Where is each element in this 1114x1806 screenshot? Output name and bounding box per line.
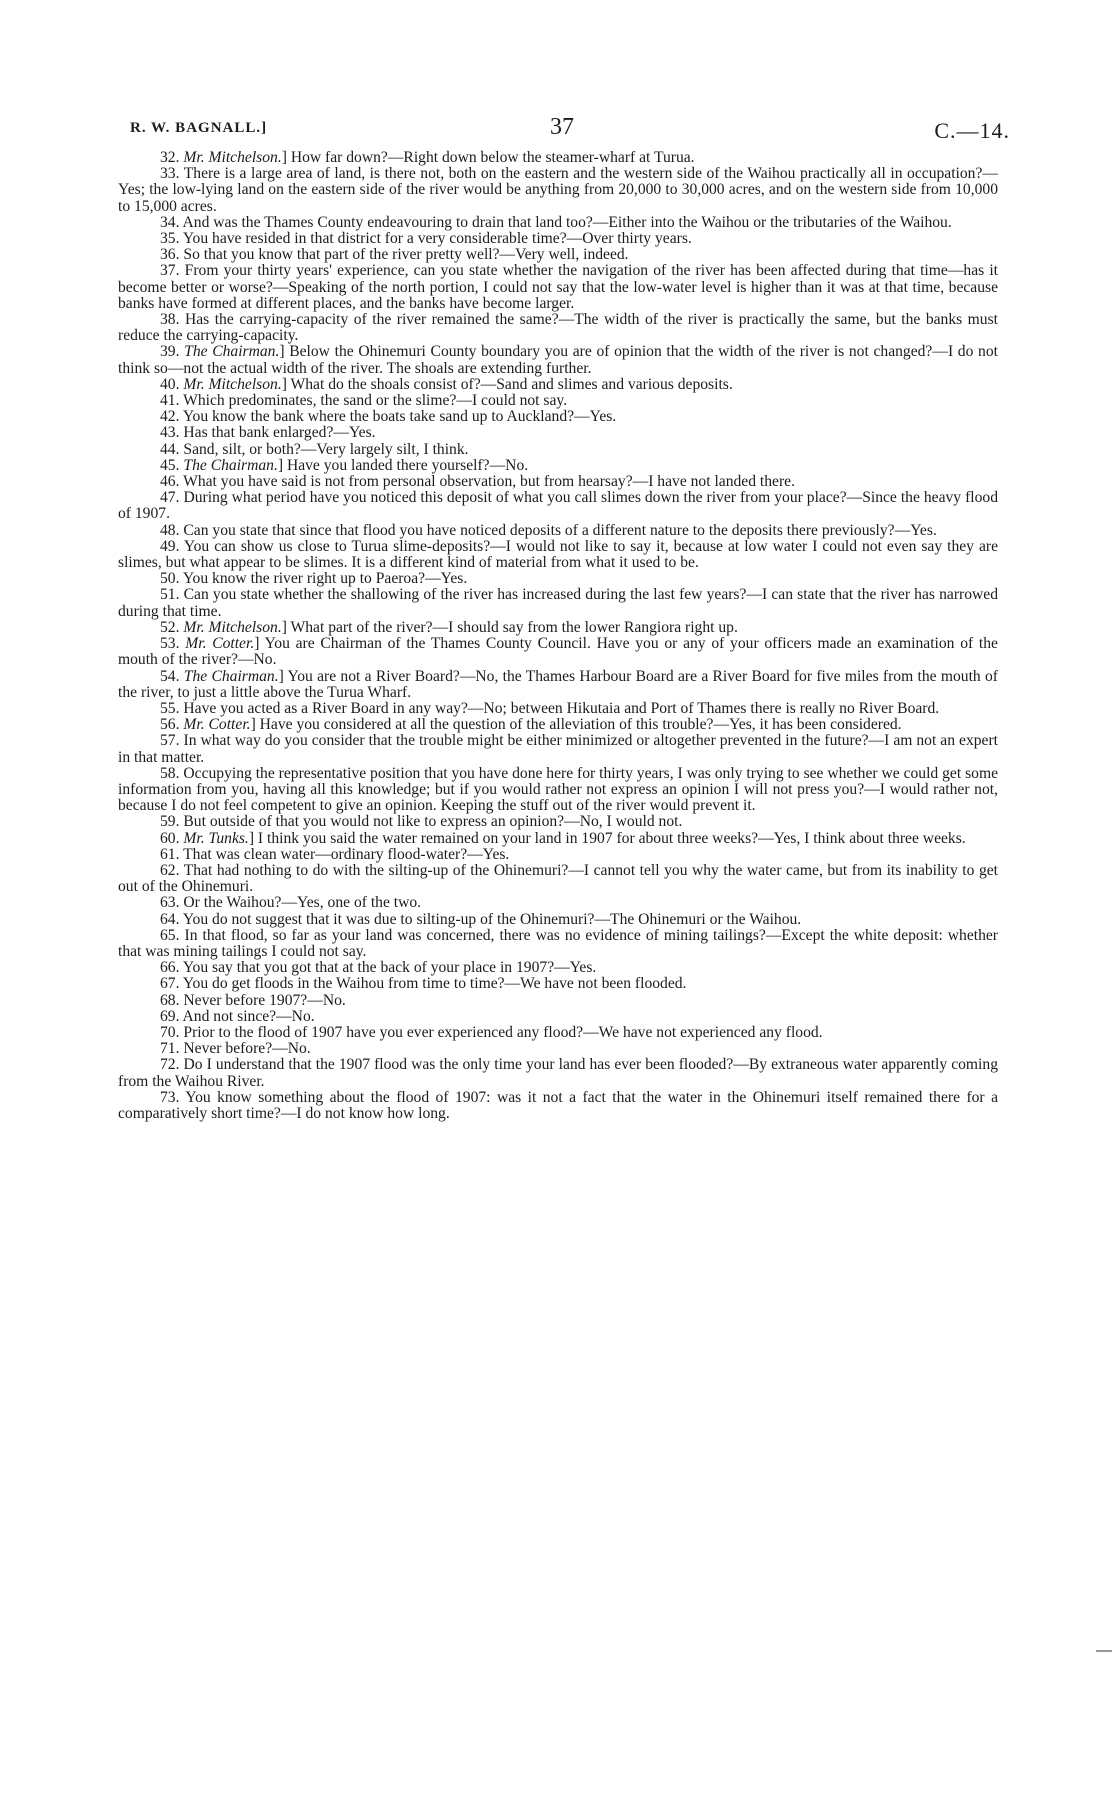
question-answer-text: Do I understand that the 1907 flood was the only time your land has ever been flooded?—By extraneous water apparently coming from the Waihou River. (118, 1056, 998, 1090)
speaker-name: Mr. Tunks. (183, 829, 249, 847)
question-number: 49. (160, 537, 180, 555)
testimony-paragraph (118, 814, 998, 830)
document-reference: C.—14. (934, 118, 1010, 143)
question-number: 45. (160, 456, 180, 474)
question-number: 58. (160, 764, 180, 782)
testimony-paragraph (118, 474, 998, 490)
testimony-paragraph (118, 539, 998, 571)
testimony-paragraph (118, 1025, 998, 1041)
testimony-paragraph (118, 701, 998, 717)
question-answer-text: Which predominates, the sand or the slime?—I could not say. (183, 392, 568, 410)
testimony-paragraph (118, 976, 998, 992)
question-number: 52. (160, 618, 180, 636)
question-number: 72. (160, 1056, 180, 1074)
testimony-paragraph (118, 409, 998, 425)
question-number: 70. (160, 1023, 180, 1041)
testimony-body (118, 150, 998, 1122)
testimony-paragraph (118, 312, 998, 344)
question-number: 43. (160, 424, 180, 442)
page-header (130, 116, 1010, 146)
question-answer-text: How far down?—Right down below the steamer-wharf at Turua. (290, 149, 695, 166)
testimony-paragraph (118, 863, 998, 895)
testimony-paragraph (118, 393, 998, 409)
question-number: 48. (160, 521, 180, 539)
testimony-paragraph (118, 1057, 998, 1089)
question-answer-text: Have you acted as a River Board in any way?—No; between Hikutaia and Port of Thames there is really no River Board. (183, 699, 940, 717)
question-answer-text: During what period have you noticed this deposit of what you call slimes down the river from your place?—Since the heavy flood of 1907. (118, 489, 998, 523)
question-answer-text: You can show us close to Turua slime-deposits?—I would not like to say it, because at low water I could not even say they are slimes, but what appear to be slimes. It is a different kind of material from what it used to be. (118, 537, 998, 572)
question-answer-text: There is a large area of land, is there not, both on the eastern and the western side of the Waihou practically all in occupation?—Yes; the low-lying land on the eastern side of the river would be anything from 20,000 to 30,000 acres, and on the western side from 10,000 to 15,000 acres. (118, 165, 998, 215)
testimony-paragraph (118, 895, 998, 911)
testimony-paragraph: 56. Mr. Cotter.] Have you considered at all the question of the alleviation of this trouble?—Yes, it has been considered. (160, 716, 902, 734)
question-answer-text: Occupying the representative position that you have done here for thirty years, I was only trying to see whether we could get some information from you, having all this knowledge; but if you would rather not express an opinion I will not press you?—I would rather not, because I do not feel competent to give an opinion. Keeping the stuff out of the river would prevent it. (118, 764, 998, 815)
question-answer-text: You do get floods in the Waihou from time to time?—We have not been flooded. (182, 975, 687, 993)
testimony-paragraph: 32. Mr. Mitchelson.] How far down?—Right down below the steamer-wharf at Turua. (160, 149, 695, 166)
testimony-paragraph (118, 425, 998, 441)
question-number: 63. (160, 894, 180, 912)
speaker-name: Mr. Cotter. (183, 716, 251, 734)
speaker-name: Mr. Mitchelson. (183, 375, 282, 393)
question-answer-text: Can you state whether the shallowing of the river has increased during the last few years?—I can state that the river has narrowed during that time. (118, 586, 998, 620)
question-number: 65. (160, 926, 180, 944)
question-answer-text: Or the Waihou?—Yes, one of the two. (183, 894, 422, 912)
speaker-name: Mr. Cotter. (185, 635, 255, 653)
question-number: 37. (160, 262, 180, 280)
question-number: 44. (160, 440, 180, 458)
question-number: 50. (160, 570, 180, 588)
testimony-paragraph (118, 166, 998, 215)
speaker-name: The Chairman. (183, 456, 278, 474)
testimony-paragraph: 39. The Chairman.] Below the Ohinemuri County boundary you are of opinion that the width of the river is not changed?—I do not think so—not the actual width of the river. The shoals are extending further. (118, 343, 998, 377)
testimony-paragraph (118, 993, 998, 1009)
question-answer-text: Has that bank enlarged?—Yes. (183, 424, 376, 442)
question-number: 66. (160, 959, 180, 977)
testimony-paragraph (118, 231, 998, 247)
question-number: 56. (160, 716, 180, 734)
testimony-paragraph (118, 1090, 998, 1122)
question-answer-text: In what way do you consider that the trouble might be either minimized or altogether prevented in the future?—I am not an expert in that matter. (118, 732, 998, 766)
testimony-paragraph (118, 928, 998, 960)
testimony-paragraph (118, 490, 998, 522)
question-number: 42. (160, 408, 180, 426)
testimony-paragraph (118, 1041, 998, 1057)
witness-name: R. W. BAGNALL.] (130, 120, 268, 136)
testimony-paragraph (118, 766, 998, 815)
testimony-paragraph (118, 847, 998, 863)
question-answer-text: That was clean water—ordinary flood-water?—Yes. (183, 845, 510, 863)
question-answer-text: Have you considered at all the question of the alleviation of this trouble?—Yes, it has been considered. (259, 716, 902, 734)
question-answer-text: In that flood, so far as your land was concerned, there was no evidence of mining tailings?—Except the white deposit: whether that was mining tailings I could not say. (118, 926, 998, 960)
question-answer-text: And was the Thames County endeavouring to drain that land too?—Either into the Waihou or the tributaries of the Waihou. (182, 213, 952, 231)
question-number: 38. (160, 311, 180, 329)
question-answer-text: From your thirty years' experience, can you state whether the navigation of the river has been affected during that time—has it become better or worse?—Speaking of the north portion, I could not say that the low-water level is higher than it was at that time, because banks have formed at different places, and the banks have become larger. (118, 262, 999, 312)
testimony-paragraph: 60. Mr. Tunks.] I think you said the water remained on your land in 1907 for about three weeks?—Yes, I think about three weeks. (160, 829, 966, 847)
question-answer-text: Prior to the flood of 1907 have you ever experienced any flood?—We have not experienced any flood. (183, 1023, 823, 1041)
testimony-paragraph: 52. Mr. Mitchelson.] What part of the river?—I should say from the lower Rangiora right up. (160, 618, 738, 636)
question-answer-text: You know something about the flood of 1907: was it not a fact that the water in the Ohinemuri itself remained there for a comparatively short time?—I do not know how long. (118, 1088, 998, 1122)
testimony-paragraph (118, 247, 998, 263)
question-number: 51. (160, 586, 180, 604)
scan-edge-mark (1096, 1650, 1112, 1652)
question-number: 34. (160, 213, 180, 231)
question-answer-text: I think you said the water remained on your land in 1907 for about three weeks?—Yes, I think about three weeks. (257, 829, 966, 847)
question-number: 60. (160, 829, 180, 847)
question-answer-text: Have you landed there yourself?—No. (286, 456, 529, 474)
question-number: 40. (160, 375, 180, 393)
testimony-paragraph: 40. Mr. Mitchelson.] What do the shoals consist of?—Sand and slimes and various deposits. (160, 375, 733, 393)
question-number: 69. (160, 1007, 180, 1025)
question-answer-text: You know the river right up to Paeroa?—Yes. (182, 570, 468, 588)
question-number: 53. (160, 635, 180, 653)
question-number: 61. (160, 845, 180, 863)
question-number: 41. (160, 392, 180, 410)
question-number: 33. (160, 165, 180, 183)
question-answer-text: So that you know that part of the river pretty well?—Very well, indeed. (183, 246, 629, 264)
question-answer-text: What you have said is not from personal observation, but from hearsay?—I have not landed there. (183, 473, 795, 491)
question-number: 62. (160, 861, 180, 879)
testimony-paragraph: 54. The Chairman.] You are not a River Board?—No, the Thames Harbour Board are a River Board for five miles from the mouth of the river, to just a little above the Turua Wharf. (118, 667, 998, 701)
testimony-paragraph (118, 571, 998, 587)
question-number: 39. (160, 343, 180, 361)
question-answer-text: You know the bank where the boats take sand up to Auckland?—Yes. (182, 408, 617, 426)
question-number: 64. (160, 910, 180, 928)
question-number: 46. (160, 473, 180, 491)
question-number: 59. (160, 813, 180, 831)
question-answer-text: Sand, silt, or both?—Very largely silt, I think. (183, 440, 469, 458)
question-answer-text: What part of the river?—I should say from the lower Rangiora right up. (290, 618, 738, 636)
speaker-name: The Chairman. (183, 667, 279, 685)
question-answer-text: You say that you got that at the back of your place in 1907?—Yes. (182, 959, 597, 977)
question-answer-text: Can you state that since that flood you have noticed deposits of a different nature to the deposits there previously?—Yes. (183, 521, 937, 539)
speaker-name: The Chairman. (184, 343, 280, 361)
question-number: 57. (160, 732, 180, 750)
testimony-paragraph (118, 263, 998, 312)
testimony-paragraph (118, 442, 998, 458)
testimony-paragraph (118, 912, 998, 928)
question-answer-text: You are not a River Board?—No, the Thames Harbour Board are a River Board for five miles from the mouth of the river, to just a little above the Turua Wharf. (118, 667, 998, 701)
question-answer-text: But outside of that you would not like to express an opinion?—No, I would not. (183, 813, 683, 831)
question-number: 73. (160, 1088, 180, 1106)
question-answer-text: And not since?—No. (182, 1007, 315, 1025)
testimony-paragraph (118, 523, 998, 539)
speaker-name: Mr. Mitchelson. (183, 618, 282, 636)
question-number: 71. (160, 1040, 180, 1058)
speaker-name: Mr. Mitchelson. (183, 149, 282, 166)
testimony-paragraph (118, 1009, 998, 1025)
question-number: 47. (160, 489, 180, 507)
question-answer-text: Never before 1907?—No. (183, 991, 346, 1009)
testimony-paragraph (118, 733, 998, 765)
question-answer-text: Never before?—No. (183, 1040, 311, 1058)
question-answer-text: You have resided in that district for a very considerable time?—Over thirty years. (182, 230, 692, 248)
testimony-paragraph: 53. Mr. Cotter.] You are Chairman of the Thames County Council. Have you or any of your officers made an examination of the mouth of the river?—No. (118, 635, 998, 669)
question-answer-text: Below the Ohinemuri County boundary you are of opinion that the width of the river is not changed?—I do not think so—not the actual width of the river. The shoals are extending further. (118, 343, 998, 377)
testimony-paragraph (118, 587, 998, 619)
question-answer-text: What do the shoals consist of?—Sand and slimes and various deposits. (290, 375, 733, 393)
question-answer-text: You are Chairman of the Thames County Council. Have you or any of your officers made an examination of the mouth of the river?—No. (118, 635, 998, 669)
question-answer-text: You do not suggest that it was due to silting-up of the Ohinemuri?—The Ohinemuri or the Waihou. (182, 910, 802, 928)
question-number: 36. (160, 246, 180, 264)
testimony-paragraph: 45. The Chairman.] Have you landed there yourself?—No. (160, 456, 529, 474)
question-number: 32. (160, 149, 180, 166)
question-number: 55. (160, 699, 180, 717)
question-number: 54. (160, 667, 180, 685)
page-number: 37 (550, 114, 574, 140)
testimony-paragraph (118, 215, 998, 231)
testimony-paragraph (118, 960, 998, 976)
question-answer-text: That had nothing to do with the silting-up of the Ohinemuri?—I cannot tell you why the water came, but from its inability to get out of the Ohinemuri. (118, 861, 998, 896)
question-number: 68. (160, 991, 180, 1009)
question-number: 67. (160, 975, 180, 993)
question-answer-text: Has the carrying-capacity of the river remained the same?—The width of the river is practically the same, but the banks must reduce the carrying-capacity. (118, 311, 998, 345)
question-number: 35. (160, 230, 180, 248)
